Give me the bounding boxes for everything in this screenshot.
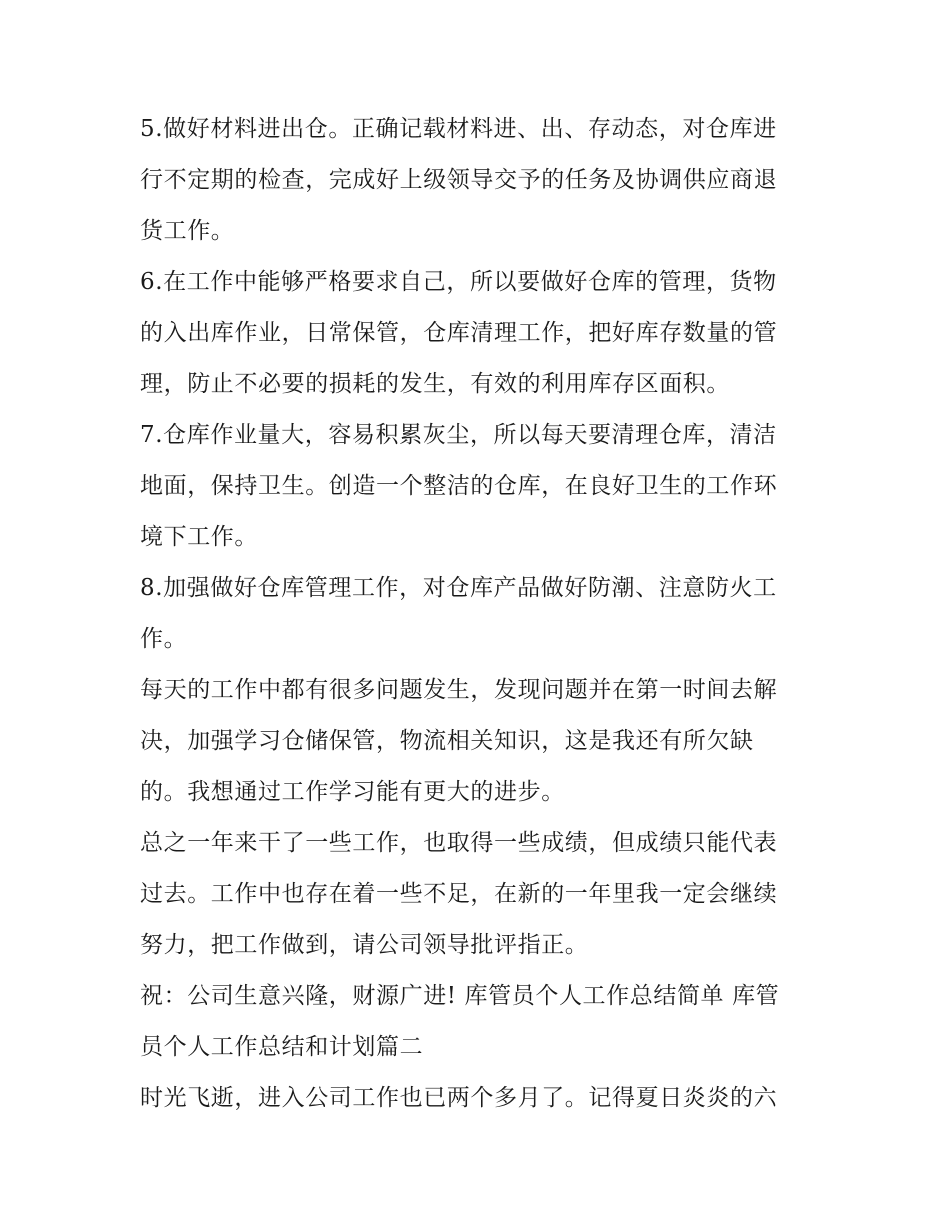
text-line: 时光飞逝，进入公司工作也已两个多月了。记得夏日炎炎的六 bbox=[140, 1085, 778, 1111]
text-line: 作。 bbox=[140, 626, 188, 652]
text-line: 决，加强学习仓储保管，物流相关知识，这是我还有所欠缺 bbox=[140, 728, 754, 754]
paragraph-part-two-intro bbox=[140, 1073, 820, 1124]
text-line: 境下工作。 bbox=[140, 524, 258, 550]
text-line: 努力，把工作做到，请公司领导批评指正。 bbox=[140, 932, 589, 958]
paragraph-wishes-and-heading bbox=[140, 971, 820, 1073]
text-line: 行不定期的检查，完成好上级领导交予的任务及协调供应商退 bbox=[140, 167, 778, 193]
text-line: 8.加强做好仓库管理工作，对仓库产品做好防潮、注意防火工 bbox=[140, 575, 777, 601]
text-line: 7.仓库作业量大，容易积累灰尘，所以每天要清理仓库，清洁 bbox=[140, 422, 777, 448]
text-line: 员个人工作总结和计划篇二 bbox=[140, 1034, 424, 1060]
paragraph-item-8 bbox=[140, 563, 820, 665]
text-line: 的入出库作业，日常保管，仓库清理工作，把好库存数量的管 bbox=[140, 320, 778, 346]
paragraph-item-7 bbox=[140, 410, 820, 563]
text-line: 祝：公司生意兴隆，财源广进! 库管员个人工作总结简单 库管 bbox=[140, 983, 780, 1009]
paragraph-summary bbox=[140, 818, 820, 971]
text-line: 过去。工作中也存在着一些不足，在新的一年里我一定会继续 bbox=[140, 881, 778, 907]
text-line: 每天的工作中都有很多问题发生，发现问题并在第一时间去解 bbox=[140, 677, 778, 703]
text-line: 地面，保持卫生。创造一个整洁的仓库，在良好卫生的工作环 bbox=[140, 473, 778, 499]
text-line: 总之一年来干了一些工作，也取得一些成绩，但成绩只能代表 bbox=[140, 830, 778, 856]
text-line: 5.做好材料进出仓。正确记载材料进、出、存动态，对仓库进 bbox=[140, 116, 777, 142]
paragraph-item-6 bbox=[140, 257, 820, 410]
text-line: 的。我想通过工作学习能有更大的进步。 bbox=[140, 779, 565, 805]
text-line: 理，防止不必要的损耗的发生，有效的利用库存区面积。 bbox=[140, 371, 730, 397]
paragraph-daily-problems bbox=[140, 665, 820, 818]
paragraph-item-5 bbox=[140, 104, 820, 257]
document-body bbox=[140, 104, 820, 1124]
text-line: 货工作。 bbox=[140, 218, 235, 244]
text-line: 6.在工作中能够严格要求自己，所以要做好仓库的管理，货物 bbox=[140, 269, 777, 295]
